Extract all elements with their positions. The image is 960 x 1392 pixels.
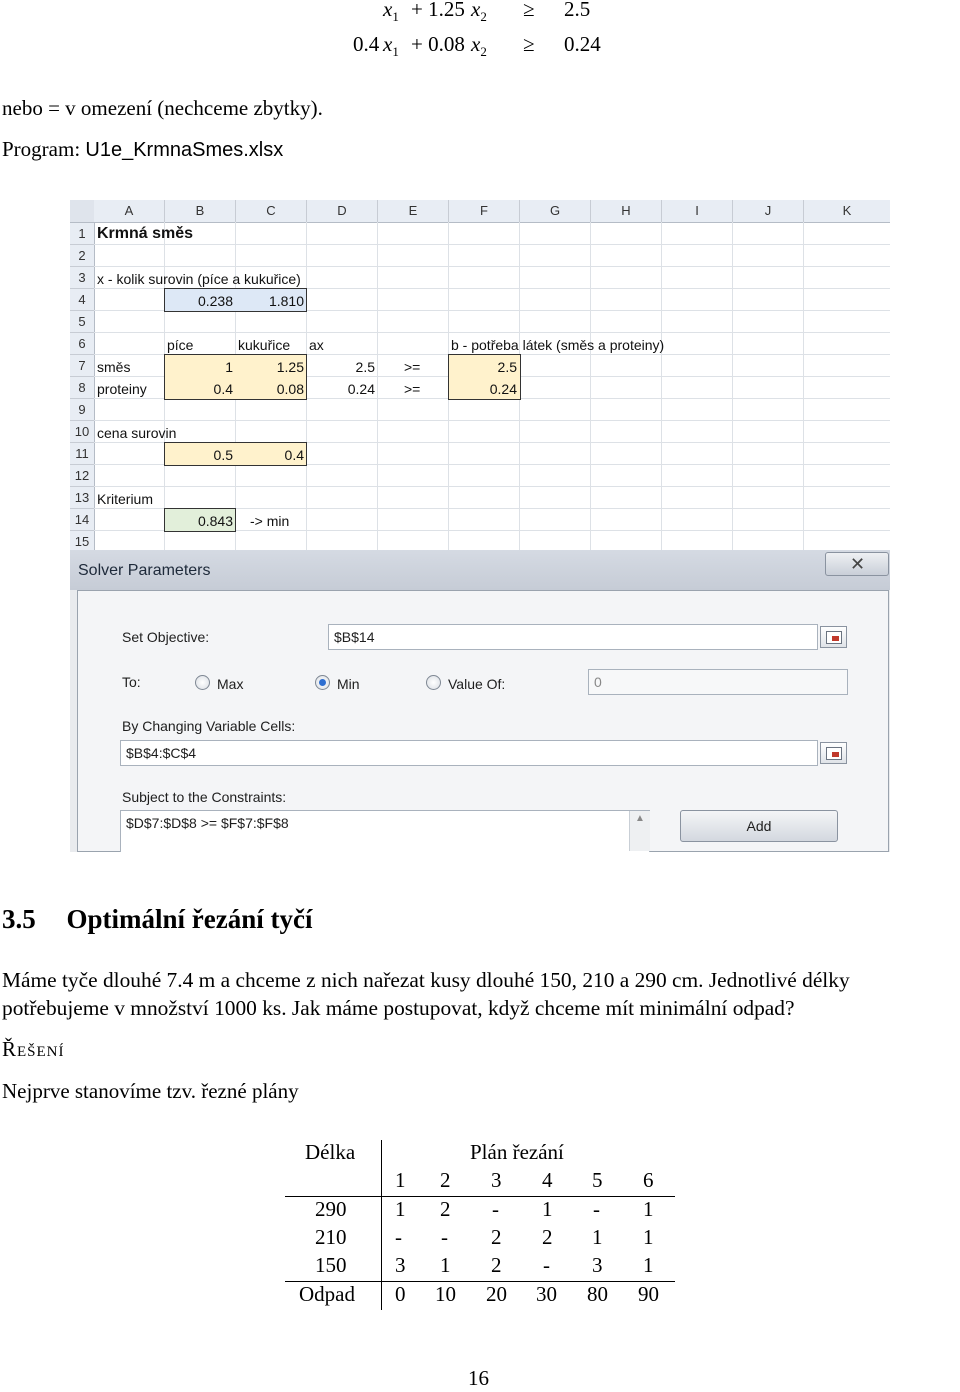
- table-cell: -: [395, 1225, 402, 1249]
- eq-coef: 0.4: [353, 32, 380, 56]
- row-header[interactable]: 9: [70, 399, 95, 421]
- cutting-plan-table: [285, 1140, 677, 1315]
- select-all-corner[interactable]: [70, 200, 95, 223]
- table-cell: 10: [435, 1282, 456, 1306]
- table-cell: 1: [592, 1225, 603, 1249]
- table-cell: 2: [542, 1225, 553, 1249]
- eq-rhs: 0.24: [564, 32, 601, 56]
- plan-number: 1: [395, 1168, 406, 1192]
- note-line: nebo = v omezení (nechceme zbytky).: [2, 96, 323, 120]
- gridline: [590, 222, 591, 552]
- cell-hdr-b[interactable]: b - potřeba látek (směs a proteiny): [451, 337, 665, 353]
- paragraph-3: Nejprve stanovíme tzv. řezné plány: [2, 1079, 299, 1103]
- sub: 1: [392, 44, 399, 60]
- dialog-titlebar: [70, 550, 890, 590]
- table-cell: 1: [643, 1225, 654, 1249]
- changing-label: By Changing Variable Cells:: [122, 718, 296, 734]
- solver-dialog: [70, 550, 890, 852]
- min-label[interactable]: Min: [337, 676, 360, 692]
- reseni-heading: Řešení: [2, 1037, 65, 1061]
- col-header[interactable]: G: [520, 200, 591, 223]
- cell-x2[interactable]: 1.810: [268, 293, 304, 309]
- row-header[interactable]: 1: [70, 223, 95, 245]
- row-header[interactable]: 11: [70, 443, 95, 465]
- dialog-body: [77, 590, 889, 852]
- plan-number: 4: [542, 1168, 553, 1192]
- col-header[interactable]: E: [378, 200, 449, 223]
- table-cell: 0: [395, 1282, 406, 1306]
- section-heading: [2, 904, 312, 935]
- row-header[interactable]: 12: [70, 465, 95, 487]
- objective-input[interactable]: $B$14: [328, 624, 818, 650]
- row-header[interactable]: 10: [70, 421, 95, 443]
- paragraph-2: potřebujeme v množství 1000 ks. Jak máme postupovat, když chceme mít minimální odpad?: [2, 996, 795, 1020]
- table-cell: 90: [638, 1282, 659, 1306]
- row-header[interactable]: 3: [70, 267, 95, 289]
- program-label: Program:: [2, 137, 81, 161]
- row-header[interactable]: 7: [70, 355, 95, 377]
- table-cell: -: [492, 1197, 499, 1221]
- col-header-delka: Délka: [305, 1140, 356, 1164]
- row-header[interactable]: 4: [70, 289, 95, 311]
- valueof-label[interactable]: Value Of:: [448, 676, 506, 692]
- equation-2: [353, 32, 623, 60]
- col-header[interactable]: H: [591, 200, 662, 223]
- max-label[interactable]: Max: [217, 676, 244, 692]
- var-x1: x: [383, 0, 393, 21]
- table-cell: 30: [536, 1282, 557, 1306]
- section-title: Optimální řezání tyčí: [66, 904, 313, 934]
- min-radio[interactable]: [315, 675, 330, 690]
- close-icon: ✕: [850, 554, 866, 574]
- sub: 2: [480, 9, 487, 25]
- set-objective-label: Set Objective:: [122, 629, 210, 645]
- changing-ref-button[interactable]: [820, 742, 847, 764]
- eq-plus: + 0.08: [411, 32, 465, 56]
- plan-number: 3: [491, 1168, 502, 1192]
- gridline: [94, 486, 890, 487]
- var-x1: x: [383, 32, 393, 56]
- col-header[interactable]: B: [165, 200, 236, 223]
- table-cell: 1: [440, 1253, 451, 1277]
- cell-hdr-kukurice[interactable]: kukuřice: [238, 337, 291, 353]
- cell-cena-label[interactable]: cena surovin: [97, 425, 177, 441]
- table-cell: 20: [486, 1282, 507, 1306]
- cell-krit-min[interactable]: -> min: [250, 513, 290, 529]
- table-cell: 2: [491, 1225, 502, 1249]
- to-label: To:: [122, 674, 141, 690]
- table-cell: 1: [395, 1197, 406, 1221]
- add-label: Add: [746, 818, 772, 834]
- page-number: 16: [468, 1366, 489, 1390]
- dialog-title: Solver Parameters: [78, 562, 211, 579]
- plan-number: 2: [440, 1168, 451, 1192]
- gridline: [732, 222, 733, 552]
- eq-plus: + 1.25: [411, 0, 465, 21]
- cell-title[interactable]: Krmná směs: [97, 225, 194, 242]
- row-label: 150: [315, 1253, 347, 1277]
- close-button[interactable]: [825, 552, 889, 576]
- row-header[interactable]: 8: [70, 377, 95, 399]
- spreadsheet-grid: [70, 200, 890, 552]
- gridline: [94, 332, 890, 333]
- eq-op: ≥: [523, 0, 535, 21]
- cell-krit-label[interactable]: Kriterium: [97, 491, 154, 507]
- paragraph-1: Máme tyče dlouhé 7.4 m a chceme z nich nařezat kusy dlouhé 150, 210 a 290 cm. Jednotlivé délky: [2, 968, 850, 992]
- gridline: [377, 222, 378, 552]
- row-label: 210: [315, 1225, 347, 1249]
- row-label: 290: [315, 1197, 347, 1221]
- row-header[interactable]: 2: [70, 245, 95, 267]
- cell-r8-rhs[interactable]: 0.24: [489, 381, 517, 397]
- header-plan: Plán řezání: [470, 1140, 564, 1164]
- table-cell: 1: [643, 1253, 654, 1277]
- table-cell: 1: [643, 1197, 654, 1221]
- col-header[interactable]: C: [236, 200, 307, 223]
- cell-hdr-pice[interactable]: píce: [167, 337, 194, 353]
- program-file: U1e_KrmnaSmes.xlsx: [85, 139, 284, 161]
- eq-rhs: 2.5: [564, 0, 591, 21]
- gridline: [94, 244, 890, 245]
- col-header[interactable]: A: [94, 200, 165, 223]
- section-number: 3.5: [2, 904, 36, 934]
- cell-r7-op[interactable]: >=: [404, 359, 421, 375]
- cell-hdr-ax[interactable]: ax: [309, 337, 324, 353]
- var-x2: x: [471, 0, 481, 21]
- plan-number: 5: [592, 1168, 603, 1192]
- table-cell: 1: [542, 1197, 553, 1221]
- cell-r7-rhs[interactable]: 2.5: [497, 359, 517, 375]
- constraints-label: Subject to the Constraints:: [122, 789, 287, 805]
- valueof-input[interactable]: 0: [588, 669, 848, 695]
- constraints-list[interactable]: [120, 810, 650, 852]
- objective-ref-button[interactable]: [820, 626, 847, 648]
- plan-number: 6: [643, 1168, 654, 1192]
- cell-x-label[interactable]: x - kolik surovin (píce a kukuřice): [97, 271, 301, 287]
- cell-cena-2[interactable]: 0.4: [284, 447, 304, 463]
- table-cell: 2: [440, 1197, 451, 1221]
- cell-r8-ax[interactable]: 0.24: [347, 381, 375, 397]
- constraint-item[interactable]: $D$7:$D$8 >= $F$7:$F$8: [126, 815, 289, 831]
- cell-r7-b[interactable]: 1: [225, 359, 233, 375]
- col-header[interactable]: J: [733, 200, 804, 223]
- row-header[interactable]: 15: [70, 531, 95, 553]
- eq-op: ≥: [523, 32, 535, 56]
- cell-r8-label[interactable]: proteiny: [97, 381, 147, 397]
- table-vrule: [381, 1140, 382, 1310]
- cell-cena-1[interactable]: 0.5: [213, 447, 233, 463]
- sub: 1: [392, 9, 399, 25]
- scroll-up-icon[interactable]: ▲: [635, 813, 645, 824]
- row-header[interactable]: 5: [70, 311, 95, 333]
- cell-r7-c[interactable]: 1.25: [276, 359, 304, 375]
- table-cell: -: [543, 1253, 550, 1277]
- cell-r7-label[interactable]: směs: [97, 359, 131, 375]
- gridline: [94, 420, 890, 421]
- row-header[interactable]: 14: [70, 509, 95, 531]
- gridline: [94, 266, 890, 267]
- var-x2: x: [471, 32, 481, 56]
- cell-x1[interactable]: 0.238: [197, 293, 233, 309]
- col-header[interactable]: D: [307, 200, 378, 223]
- program-line: [2, 135, 283, 164]
- excel-screenshot: [70, 200, 890, 852]
- sub: 2: [480, 44, 487, 60]
- row-header[interactable]: 13: [70, 487, 95, 509]
- changing-input[interactable]: $B$4:$C$4: [120, 740, 818, 766]
- col-header[interactable]: I: [662, 200, 733, 223]
- table-cell: 3: [592, 1253, 603, 1277]
- max-radio[interactable]: [195, 675, 210, 690]
- equation-1: [383, 0, 623, 25]
- cell-r8-c[interactable]: 0.08: [276, 381, 304, 397]
- table-cell: 3: [395, 1253, 406, 1277]
- row-label: Odpad: [299, 1282, 355, 1306]
- table-cell: 2: [491, 1253, 502, 1277]
- cell-r8-b[interactable]: 0.4: [213, 381, 233, 397]
- valueof-radio[interactable]: [426, 675, 441, 690]
- cell-krit-val[interactable]: 0.843: [197, 513, 233, 529]
- table-cell: -: [593, 1197, 600, 1221]
- gridline: [661, 222, 662, 552]
- row-header[interactable]: 6: [70, 333, 95, 355]
- cell-r8-op[interactable]: >=: [404, 381, 421, 397]
- constraints-scrollbar[interactable]: [629, 811, 650, 851]
- gridline: [803, 222, 804, 552]
- add-button[interactable]: [680, 810, 838, 842]
- cell-r7-ax[interactable]: 2.5: [355, 359, 375, 375]
- table-cell: -: [441, 1225, 448, 1249]
- col-header[interactable]: K: [804, 200, 890, 223]
- table-cell: 80: [587, 1282, 608, 1306]
- col-header[interactable]: F: [449, 200, 520, 223]
